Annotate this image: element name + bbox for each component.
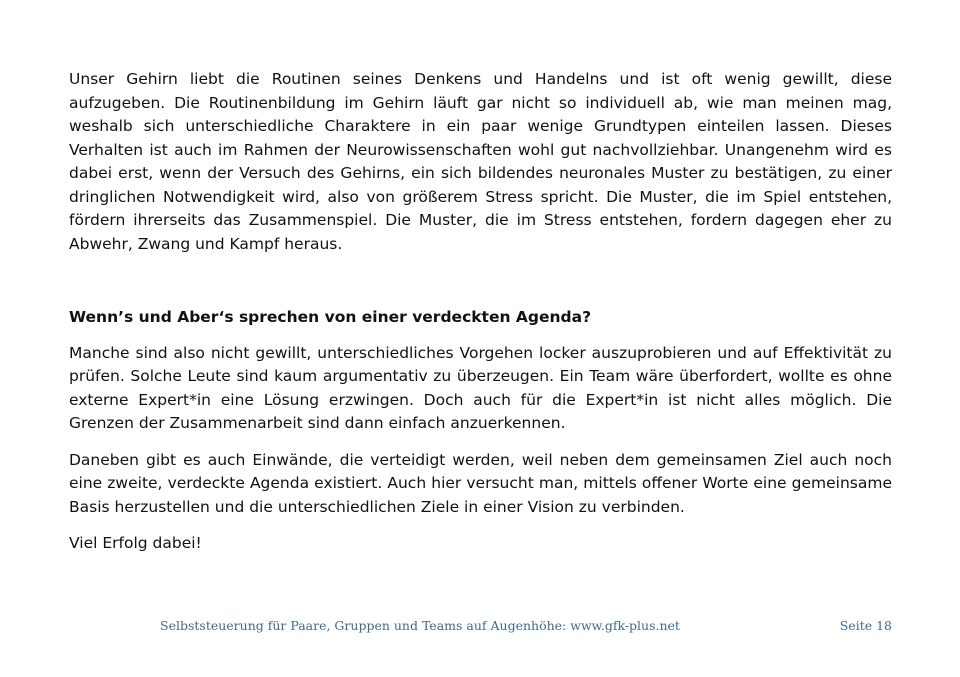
section-heading: Wenn’s und Aber‘s sprechen von einer verdeckten Agenda?: [69, 308, 592, 326]
paragraph-routines: Unser Gehirn liebt die Routinen seines Denkens und Handelns und ist oft wenig gewillt, diese aufzugeben. Die Routinenbildung im Gehirn läuft gar nicht so individuell ab, wie man meinen mag, weshalb sich unterschiedliche Charaktere in ein paar wenige Grundtypen einteilen lassen. Dieses Verhalten ist auch im Rahmen der Neurowissenschaften wohl gut nachvollziehbar. Unangenehm wird es dabei erst, wenn der Versuch des Gehirns, ein sich bildendes neuronales Muster zu bestätigen, zu einer dringlichen Notwendigkeit wird, also von größerem Stress spricht. Die Muster, die im Spiel entstehen, fördern ihrerseits das Zusammenspiel. Die Muster, die im Stress entstehen, fordern dagegen eher zu Abwehr, Zwang und Kampf heraus.: [69, 70, 892, 253]
paragraph-hidden-agenda: Daneben gibt es auch Einwände, die verteidigt werden, weil neben dem gemeinsamen Ziel auch noch eine zweite, verdeckte Agenda existiert. Auch hier versucht man, mittels offener Worte eine gemeinsame Basis herzustellen und die unterschiedlichen Ziele in einer Vision zu verbinden.: [69, 450, 892, 516]
page-number: Seite 18: [839, 618, 892, 633]
paragraph-closing: Viel Erfolg dabei!: [69, 534, 202, 552]
document-body: [69, 68, 892, 556]
footer-title: Selbststeuerung für Paare, Gruppen und Teams auf Augenhöhe: www.gfk-plus.net: [160, 618, 680, 633]
paragraph-unwilling: Manche sind also nicht gewillt, unterschiedliches Vorgehen locker auszuprobieren und auf Effektivität zu prüfen. Solche Leute sind kaum argumentativ zu überzeugen. Ein Team wäre überfordert, wollte es ohne externe Expert*in eine Lösung erzwingen. Doch auch für die Expert*in ist nicht alles möglich. Die Grenzen der Zusammenarbeit sind dann einfach anzuerkennen.: [69, 343, 892, 432]
